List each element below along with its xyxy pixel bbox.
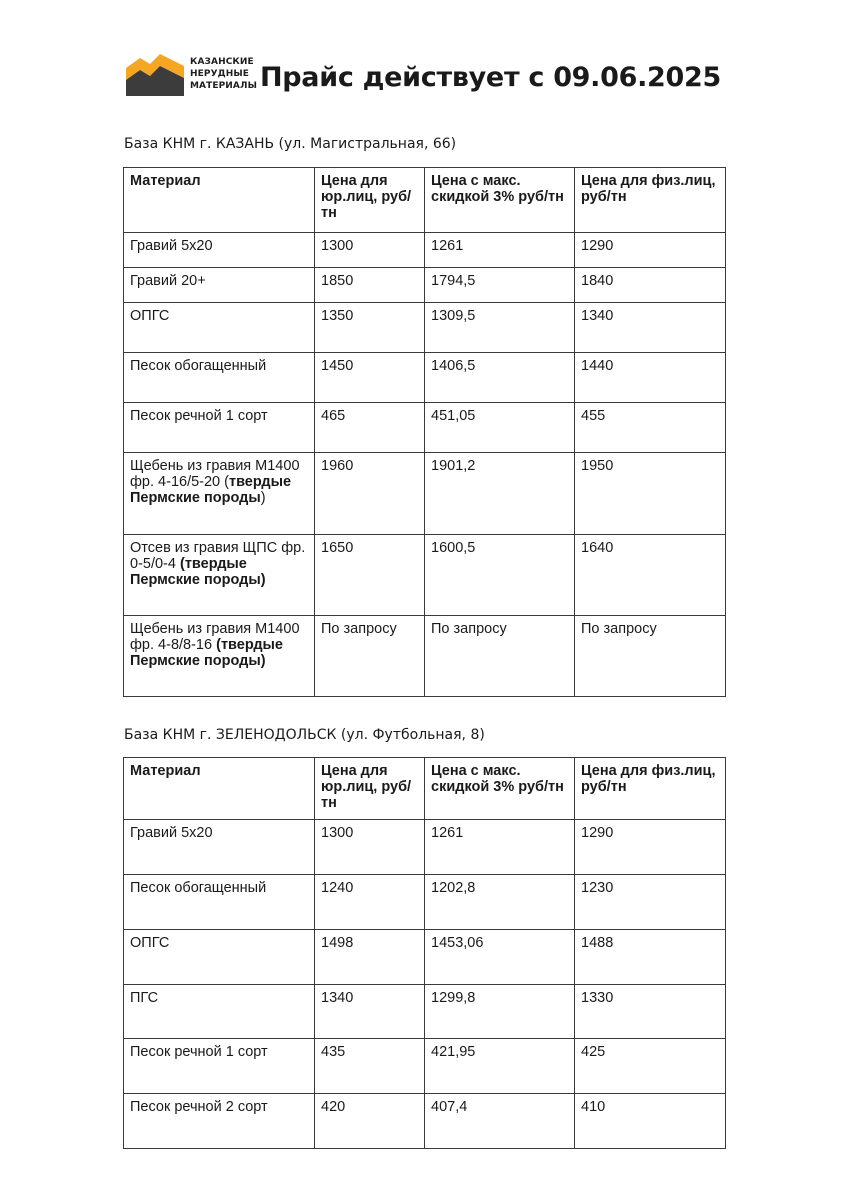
price-legal: 1498 — [315, 930, 425, 985]
logo-line-2: НЕРУДНЫЕ — [190, 69, 250, 79]
table-row — [124, 985, 726, 1039]
table-row — [124, 820, 726, 875]
price-discount: 1794,5 — [425, 268, 575, 303]
price-discount: 1261 — [425, 233, 575, 268]
price-discount: 1453,06 — [425, 930, 575, 985]
material-label: Щебень из гравия М1400 фр. 4-8/8-16 — [130, 621, 300, 653]
price-individual: 1330 — [575, 985, 726, 1039]
price-individual: 1440 — [575, 353, 726, 403]
header-price-discount: Цена с макс. скидкой 3% руб/тн — [425, 168, 575, 233]
material-name: Песок речной 1 сорт — [124, 403, 315, 453]
header-price-legal: Цена для юр.лиц, руб/тн — [315, 758, 425, 820]
price-legal: 435 — [315, 1039, 425, 1094]
price-individual: 1950 — [575, 453, 726, 535]
material-name: Песок речной 1 сорт — [124, 1039, 315, 1094]
price-legal: 1300 — [315, 820, 425, 875]
price-legal: 1650 — [315, 535, 425, 616]
price-legal: 1450 — [315, 353, 425, 403]
price-individual: 1230 — [575, 875, 726, 930]
price-discount: 421,95 — [425, 1039, 575, 1094]
table-row — [124, 1039, 726, 1094]
price-legal: 1340 — [315, 985, 425, 1039]
table-row — [124, 268, 726, 303]
header-price-legal: Цена для юр.лиц, руб/тн — [315, 168, 425, 233]
price-individual: 1488 — [575, 930, 726, 985]
table-row — [124, 616, 726, 697]
logo-line-1: КАЗАНСКИЕ — [190, 57, 254, 67]
table-row — [124, 403, 726, 453]
header-material: Материал — [124, 168, 315, 233]
price-individual: 1340 — [575, 303, 726, 353]
material-name: ПГС — [124, 985, 315, 1039]
header-price-individual: Цена для физ.лиц, руб/тн — [575, 168, 726, 233]
table-row — [124, 875, 726, 930]
section-title-zelenodolsk: База КНМ г. ЗЕЛЕНОДОЛЬСК (ул. Футбольная, 8) — [124, 727, 485, 743]
price-table-zelenodolsk — [123, 757, 726, 1149]
material-name: Песок обогащенный — [124, 875, 315, 930]
price-discount: 1202,8 — [425, 875, 575, 930]
price-discount: 451,05 — [425, 403, 575, 453]
table-row — [124, 535, 726, 616]
material-name: Щебень из гравия М1400 фр. 4-16/5-20 (твердые Пермские породы) — [124, 453, 315, 535]
price-legal: 1350 — [315, 303, 425, 353]
logo-wordmark — [190, 56, 257, 92]
table-row — [124, 303, 726, 353]
header-price-discount: Цена с макс. скидкой 3% руб/тн — [425, 758, 575, 820]
table-header-row — [124, 758, 726, 820]
price-individual: 1640 — [575, 535, 726, 616]
table-row — [124, 353, 726, 403]
price-table-kazan — [123, 167, 726, 697]
price-individual: 410 — [575, 1094, 726, 1149]
material-name: Гравий 20+ — [124, 268, 315, 303]
price-discount: 407,4 — [425, 1094, 575, 1149]
header-price-individual: Цена для физ.лиц, руб/тн — [575, 758, 726, 820]
price-discount: 1406,5 — [425, 353, 575, 403]
material-name: Песок обогащенный — [124, 353, 315, 403]
price-legal: 1240 — [315, 875, 425, 930]
table-row — [124, 930, 726, 985]
logo-mountains-icon — [126, 52, 184, 96]
material-name: Гравий 5х20 — [124, 820, 315, 875]
price-individual: По запросу — [575, 616, 726, 697]
price-discount: 1600,5 — [425, 535, 575, 616]
price-discount: 1901,2 — [425, 453, 575, 535]
table-row — [124, 1094, 726, 1149]
price-validity-headline: Прайс действует с 09.06.2025 — [259, 62, 721, 93]
table-row — [124, 453, 726, 535]
price-legal: 420 — [315, 1094, 425, 1149]
table-header-row — [124, 168, 726, 233]
material-name: ОПГС — [124, 303, 315, 353]
header-material: Материал — [124, 758, 315, 820]
price-discount: По запросу — [425, 616, 575, 697]
price-discount: 1309,5 — [425, 303, 575, 353]
price-legal: 465 — [315, 403, 425, 453]
material-label: Отсев из гравия ЩПС фр. 0-5/0-4 — [130, 540, 306, 572]
material-note: твердые Пермские породы — [130, 556, 261, 588]
price-individual: 1290 — [575, 820, 726, 875]
price-individual: 1290 — [575, 233, 726, 268]
price-legal: 1300 — [315, 233, 425, 268]
price-discount: 1299,8 — [425, 985, 575, 1039]
price-individual: 455 — [575, 403, 726, 453]
material-name: Гравий 5х20 — [124, 233, 315, 268]
price-legal: 1960 — [315, 453, 425, 535]
logo-line-3: МАТЕРИАЛЫ — [190, 81, 258, 91]
material-name: Щебень из гравия М1400 фр. 4-8/8-16 (твердые Пермские породы) — [124, 616, 315, 697]
material-name: ОПГС — [124, 930, 315, 985]
material-label: Щебень из гравия М1400 фр. 4-16/5-20 — [130, 458, 300, 490]
material-name: Песок речной 2 сорт — [124, 1094, 315, 1149]
price-individual: 425 — [575, 1039, 726, 1094]
company-logo — [126, 50, 256, 100]
price-individual: 1840 — [575, 268, 726, 303]
price-legal: 1850 — [315, 268, 425, 303]
material-note: твердые Пермские породы — [130, 637, 283, 669]
section-title-kazan: База КНМ г. КАЗАНЬ (ул. Магистральная, 66) — [124, 136, 457, 152]
table-row — [124, 233, 726, 268]
material-name: Отсев из гравия ЩПС фр. 0-5/0-4 (твердые Пермские породы) — [124, 535, 315, 616]
price-legal: По запросу — [315, 616, 425, 697]
price-discount: 1261 — [425, 820, 575, 875]
material-note: твердые Пермские породы — [130, 474, 292, 506]
